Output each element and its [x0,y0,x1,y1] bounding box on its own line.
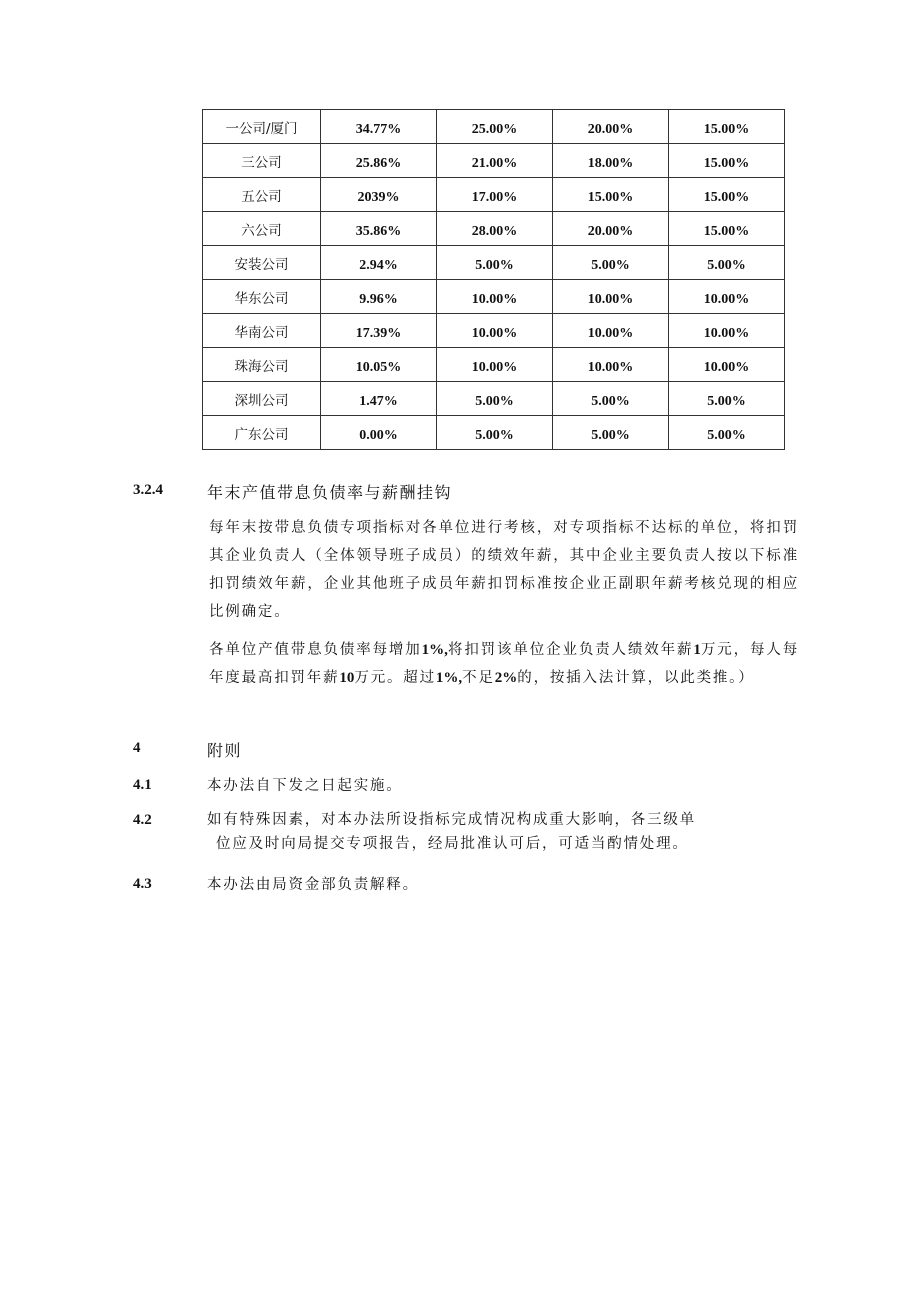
company-name-cell: 广东公司 [203,416,321,450]
item-4-3-text: 本办法由局资金部负责解释。 [207,877,419,893]
table-row [203,110,785,144]
rate-cell: 15.00% [669,212,785,246]
rate-cell: 5.00% [437,246,553,280]
table-row [203,246,785,280]
rate-cell: 5.00% [553,382,669,416]
section-number-4-2: 4.2 [133,812,152,828]
penalty-amount: 1 [693,642,701,658]
table-row [203,212,785,246]
table-row [203,416,785,450]
company-name-cell: 珠海公司 [203,348,321,382]
rate-cell: 15.00% [553,178,669,212]
rate-cell: 10.00% [553,348,669,382]
penalty-text-c: 万元，每人每年度最高扣罚年薪 [209,642,799,686]
penalty-threshold-high: 2% [494,670,518,686]
rate-cell: 21.00% [437,144,553,178]
rate-cell: 35.86% [321,212,437,246]
rate-cell: 5.00% [553,416,669,450]
penalty-text-d: 万元。超过 [354,670,436,686]
rate-cell: 25.00% [437,110,553,144]
rate-cell: 15.00% [669,178,785,212]
company-name-cell: 五公司 [203,178,321,212]
rate-cell: 10.00% [669,314,785,348]
table-row [203,280,785,314]
penalty-rate-increment: 1%, [421,642,448,658]
rate-cell: 17.39% [321,314,437,348]
rate-cell: 10.05% [321,348,437,382]
rate-cell: 17.00% [437,178,553,212]
table-row [203,382,785,416]
company-name-cell: 三公司 [203,144,321,178]
debt-ratio-table [202,109,785,450]
paragraph-penalty-rule [209,636,799,692]
rate-cell: 5.00% [553,246,669,280]
company-name-cell: 华东公司 [203,280,321,314]
company-name-cell: 华南公司 [203,314,321,348]
rate-cell: 5.00% [437,416,553,450]
penalty-threshold-low: 1%, [435,670,463,686]
section-number-4-3: 4.3 [133,876,152,892]
company-name-cell: 安装公司 [203,246,321,280]
penalty-text-e: 不足 [462,670,495,686]
rate-cell: 5.00% [437,382,553,416]
company-name-cell: 一公司/厦门 [203,110,321,144]
section-title-3-2-4: 年末产值带息负债率与薪酬挂钩 [207,483,453,502]
rate-cell: 5.00% [669,382,785,416]
section-number-3-2-4: 3.2.4 [133,482,163,498]
rate-cell: 2.94% [321,246,437,280]
penalty-max: 10 [339,670,355,686]
rate-cell: 5.00% [669,246,785,280]
rate-cell: 2039% [321,178,437,212]
rate-cell: 5.00% [669,416,785,450]
item-4-2-line1: 如有特殊因素，对本办法所设指标完成情况构成重大影响，各三级单 [207,812,696,828]
section-title-4: 附则 [207,741,243,760]
rate-cell: 34.77% [321,110,437,144]
rate-cell: 20.00% [553,212,669,246]
rate-cell: 20.00% [553,110,669,144]
paragraph-assessment: 每年末按带息负债专项指标对各单位进行考核，对专项指标不达标的单位，将扣罚其企业负责人（全体领导班子成员）的绩效年薪，其中企业主要负责人按以下标准扣罚绩效年薪，企业其他班子成员年薪扣罚标准按企业正副职年薪考核兑现的相应比例确定。 [209,520,799,620]
rate-cell: 15.00% [669,144,785,178]
table-row [203,348,785,382]
rate-cell: 28.00% [437,212,553,246]
table-row [203,314,785,348]
company-name-cell: 六公司 [203,212,321,246]
rate-cell: 25.86% [321,144,437,178]
rate-cell: 9.96% [321,280,437,314]
rate-cell: 10.00% [437,314,553,348]
penalty-text-a: 各单位产值带息负债率每增加 [209,642,422,658]
section-number-4: 4 [133,740,141,756]
rate-cell: 10.00% [437,348,553,382]
rate-cell: 10.00% [553,280,669,314]
company-name-cell: 深圳公司 [203,382,321,416]
rate-cell: 18.00% [553,144,669,178]
debt-ratio-table-body [203,110,785,450]
rate-cell: 10.00% [437,280,553,314]
item-4-1-text: 本办法自下发之日起实施。 [207,778,403,794]
rate-cell: 1.47% [321,382,437,416]
section-number-4-1: 4.1 [133,777,152,793]
rate-cell: 10.00% [553,314,669,348]
penalty-text-b: 将扣罚该单位企业负责人绩效年薪 [447,642,694,658]
rate-cell: 10.00% [669,348,785,382]
penalty-text-f: 的，按插入法计算，以此类推。） [517,670,755,686]
table-row [203,144,785,178]
item-4-2-line2: 位应及时向局提交专项报告，经局批准认可后，可适当酌情处理。 [216,836,689,852]
rate-cell: 0.00% [321,416,437,450]
table-row [203,178,785,212]
rate-cell: 15.00% [669,110,785,144]
rate-cell: 10.00% [669,280,785,314]
